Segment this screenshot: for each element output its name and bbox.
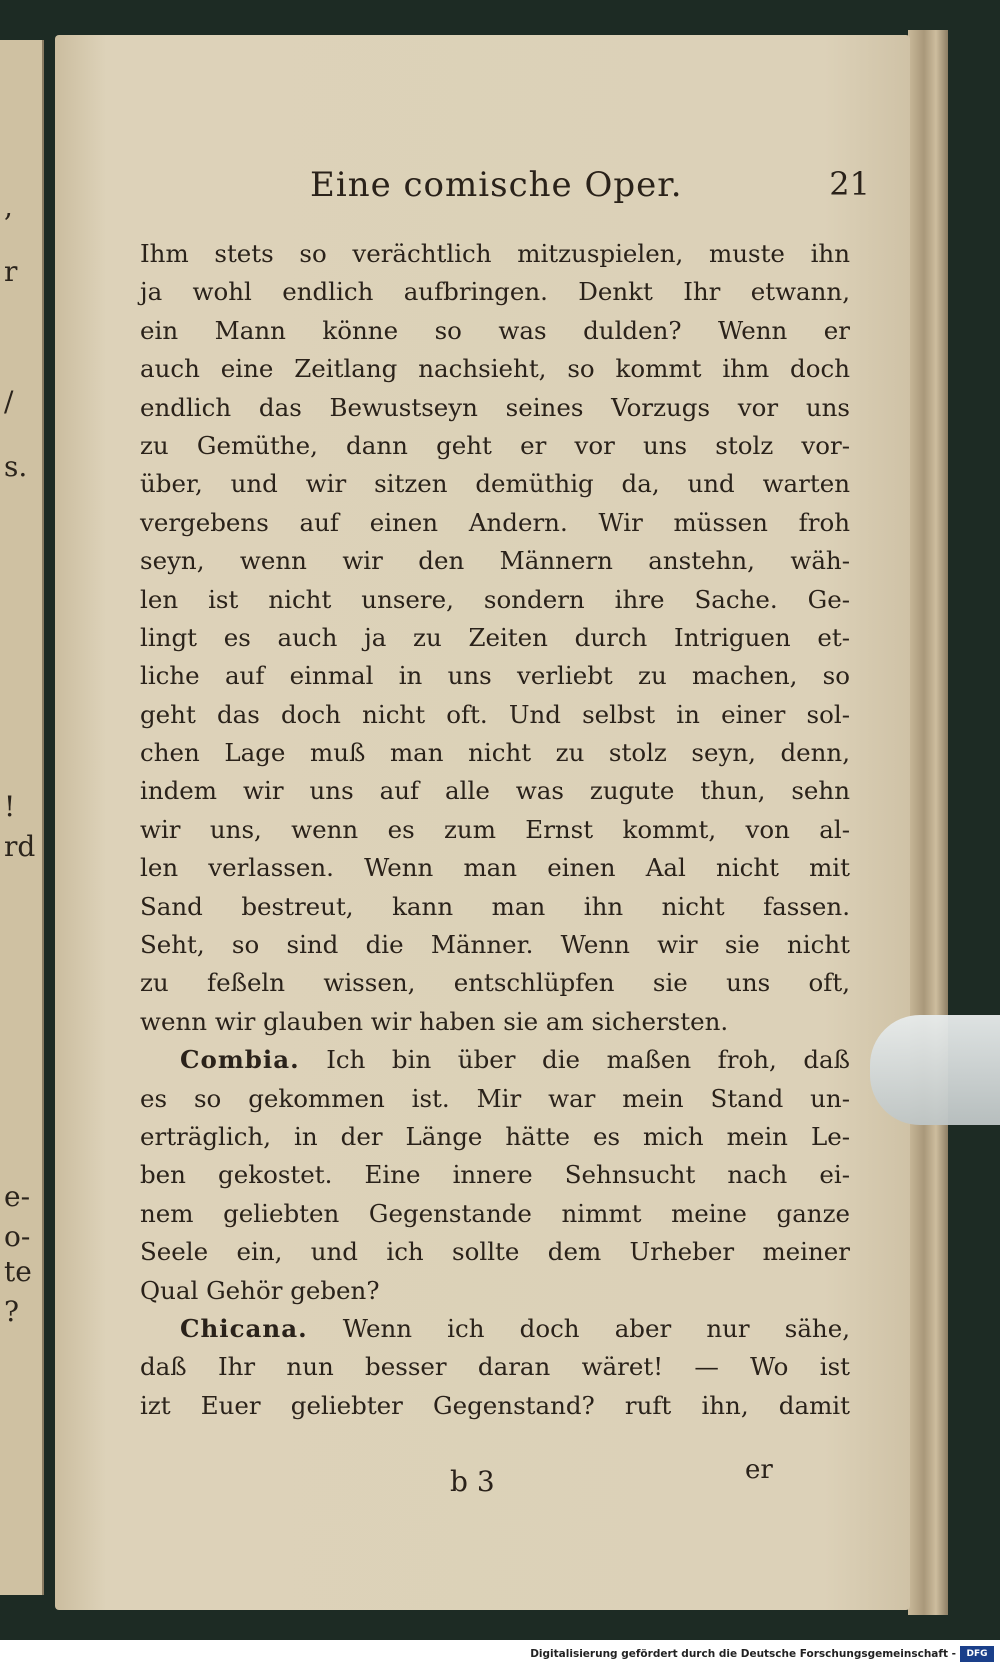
line-text: erträglich, in der Länge hätte es mich mein Le- (140, 1121, 850, 1151)
line-text: seyn, wenn wir den Männern anstehn, wäh- (140, 546, 850, 576)
catchword: er (745, 1455, 773, 1485)
text-line (140, 964, 850, 1002)
text-line (140, 888, 850, 926)
text-line (140, 235, 850, 273)
text-line (140, 1080, 850, 1118)
text-line (140, 1118, 850, 1156)
text-line (140, 1003, 850, 1041)
line-text: ben gekostet. Eine innere Sehnsucht nach ei- (140, 1160, 850, 1190)
text-line (140, 696, 850, 734)
line-text: indem wir uns auf alle was zugute thun, sehn (140, 776, 850, 806)
line-text: es so gekommen ist. Mir war mein Stand un- (140, 1083, 850, 1113)
text-line (140, 1156, 850, 1194)
facing-page-fragment: ! (4, 790, 16, 823)
facing-page-fragment: rd (4, 830, 36, 863)
text-line (140, 581, 850, 619)
line-text: nem geliebten Gegenstande nimmt meine ganze (140, 1198, 850, 1228)
facing-page-edge (0, 40, 44, 1595)
text-line (140, 1348, 850, 1386)
text-line (140, 734, 850, 772)
line-text: len ist nicht unsere, sondern ihre Sache. Ge- (140, 584, 850, 614)
text-line (140, 772, 850, 810)
text-line (140, 1233, 850, 1271)
facing-page-fragment: s. (4, 450, 28, 483)
facing-page-fragment: e- (4, 1180, 31, 1213)
line-text: wir uns, wenn es zum Ernst kommt, von al- (140, 814, 850, 844)
book-page (55, 35, 910, 1610)
book-fore-edge (908, 30, 948, 1615)
line-text: lingt es auch ja zu Zeiten durch Intriguen et- (140, 622, 850, 652)
text-line (140, 465, 850, 503)
running-head: Eine comische Oper. (310, 165, 683, 205)
text-line (140, 926, 850, 964)
text-line (140, 350, 850, 388)
printer-signature: b 3 (450, 1465, 495, 1498)
line-text: Sand bestreut, kann man ihn nicht fassen. (140, 891, 850, 921)
line-text: Seht, so sind die Männer. Wenn wir sie nicht (140, 930, 850, 960)
line-text: Seele ein, und ich sollte dem Urheber meiner (140, 1237, 850, 1267)
facing-page-fragment: o- (4, 1220, 31, 1253)
line-text: zu Gemüthe, dann geht er vor uns stolz vor- (140, 430, 850, 460)
dfg-logo: DFG (960, 1646, 994, 1662)
line-text: daß Ihr nun besser daran wäret! — Wo ist (140, 1352, 850, 1382)
text-line (140, 657, 850, 695)
line-text: len verlassen. Wenn man einen Aal nicht mit (140, 853, 850, 883)
line-text: Wenn ich doch aber nur sähe, (342, 1313, 850, 1343)
text-line (140, 427, 850, 465)
body-text (140, 235, 850, 1425)
speaker-name: Chicana. (180, 1313, 308, 1343)
line-text: Ich bin über die maßen froh, daß (326, 1045, 850, 1075)
line-text: Qual Gehör geben? (140, 1275, 380, 1305)
line-text: ja wohl endlich aufbringen. Denkt Ihr etwann, (140, 277, 850, 307)
facing-page-fragment: / (4, 385, 14, 418)
text-line (140, 1041, 850, 1079)
page-header (310, 165, 870, 215)
text-line (140, 389, 850, 427)
facing-page-fragment: , (4, 190, 13, 223)
facing-page-fragment: r (4, 255, 18, 288)
line-text: liche auf einmal in uns verliebt zu machen, so (140, 661, 850, 691)
line-text: chen Lage muß man nicht zu stolz seyn, denn, (140, 738, 850, 768)
text-line (140, 811, 850, 849)
line-text: wenn wir glauben wir haben sie am sichersten. (140, 1006, 729, 1036)
line-text: ein Mann könne so was dulden? Wenn er (140, 315, 850, 345)
line-text: zu feßeln wissen, entschlüpfen sie uns oft, (140, 968, 850, 998)
text-line (140, 849, 850, 887)
line-text: über, und wir sitzen demüthig da, und warten (140, 469, 850, 499)
line-text: Ihm stets so verächtlich mitzuspielen, muste ihn (140, 239, 850, 268)
page-number: 21 (829, 165, 870, 203)
text-line (140, 619, 850, 657)
facing-page-fragment: te (4, 1255, 32, 1288)
text-line (140, 1387, 850, 1425)
text-line (140, 273, 850, 311)
text-line (140, 312, 850, 350)
line-text: izt Euer geliebter Gegenstand? ruft ihn, damit (140, 1390, 850, 1420)
line-text: vergebens auf einen Andern. Wir müssen froh (140, 507, 850, 537)
text-line (140, 542, 850, 580)
text-line (140, 1195, 850, 1233)
text-line (140, 1310, 850, 1348)
facing-page-fragment: ? (4, 1295, 20, 1328)
digitization-footer (0, 1640, 1000, 1671)
thumb-holder-clip (870, 1015, 1000, 1125)
line-text: endlich das Bewustseyn seines Vorzugs vor uns (140, 392, 850, 422)
text-line (140, 504, 850, 542)
text-line (140, 1272, 850, 1310)
line-text: auch eine Zeitlang nachsieht, so kommt ihm doch (140, 354, 850, 384)
speaker-name: Combia. (180, 1045, 300, 1075)
line-text: geht das doch nicht oft. Und selbst in einer sol- (140, 699, 850, 729)
footer-credit: Digitalisierung gefördert durch die Deutsche Forschungsgemeinschaft - (530, 1648, 956, 1660)
